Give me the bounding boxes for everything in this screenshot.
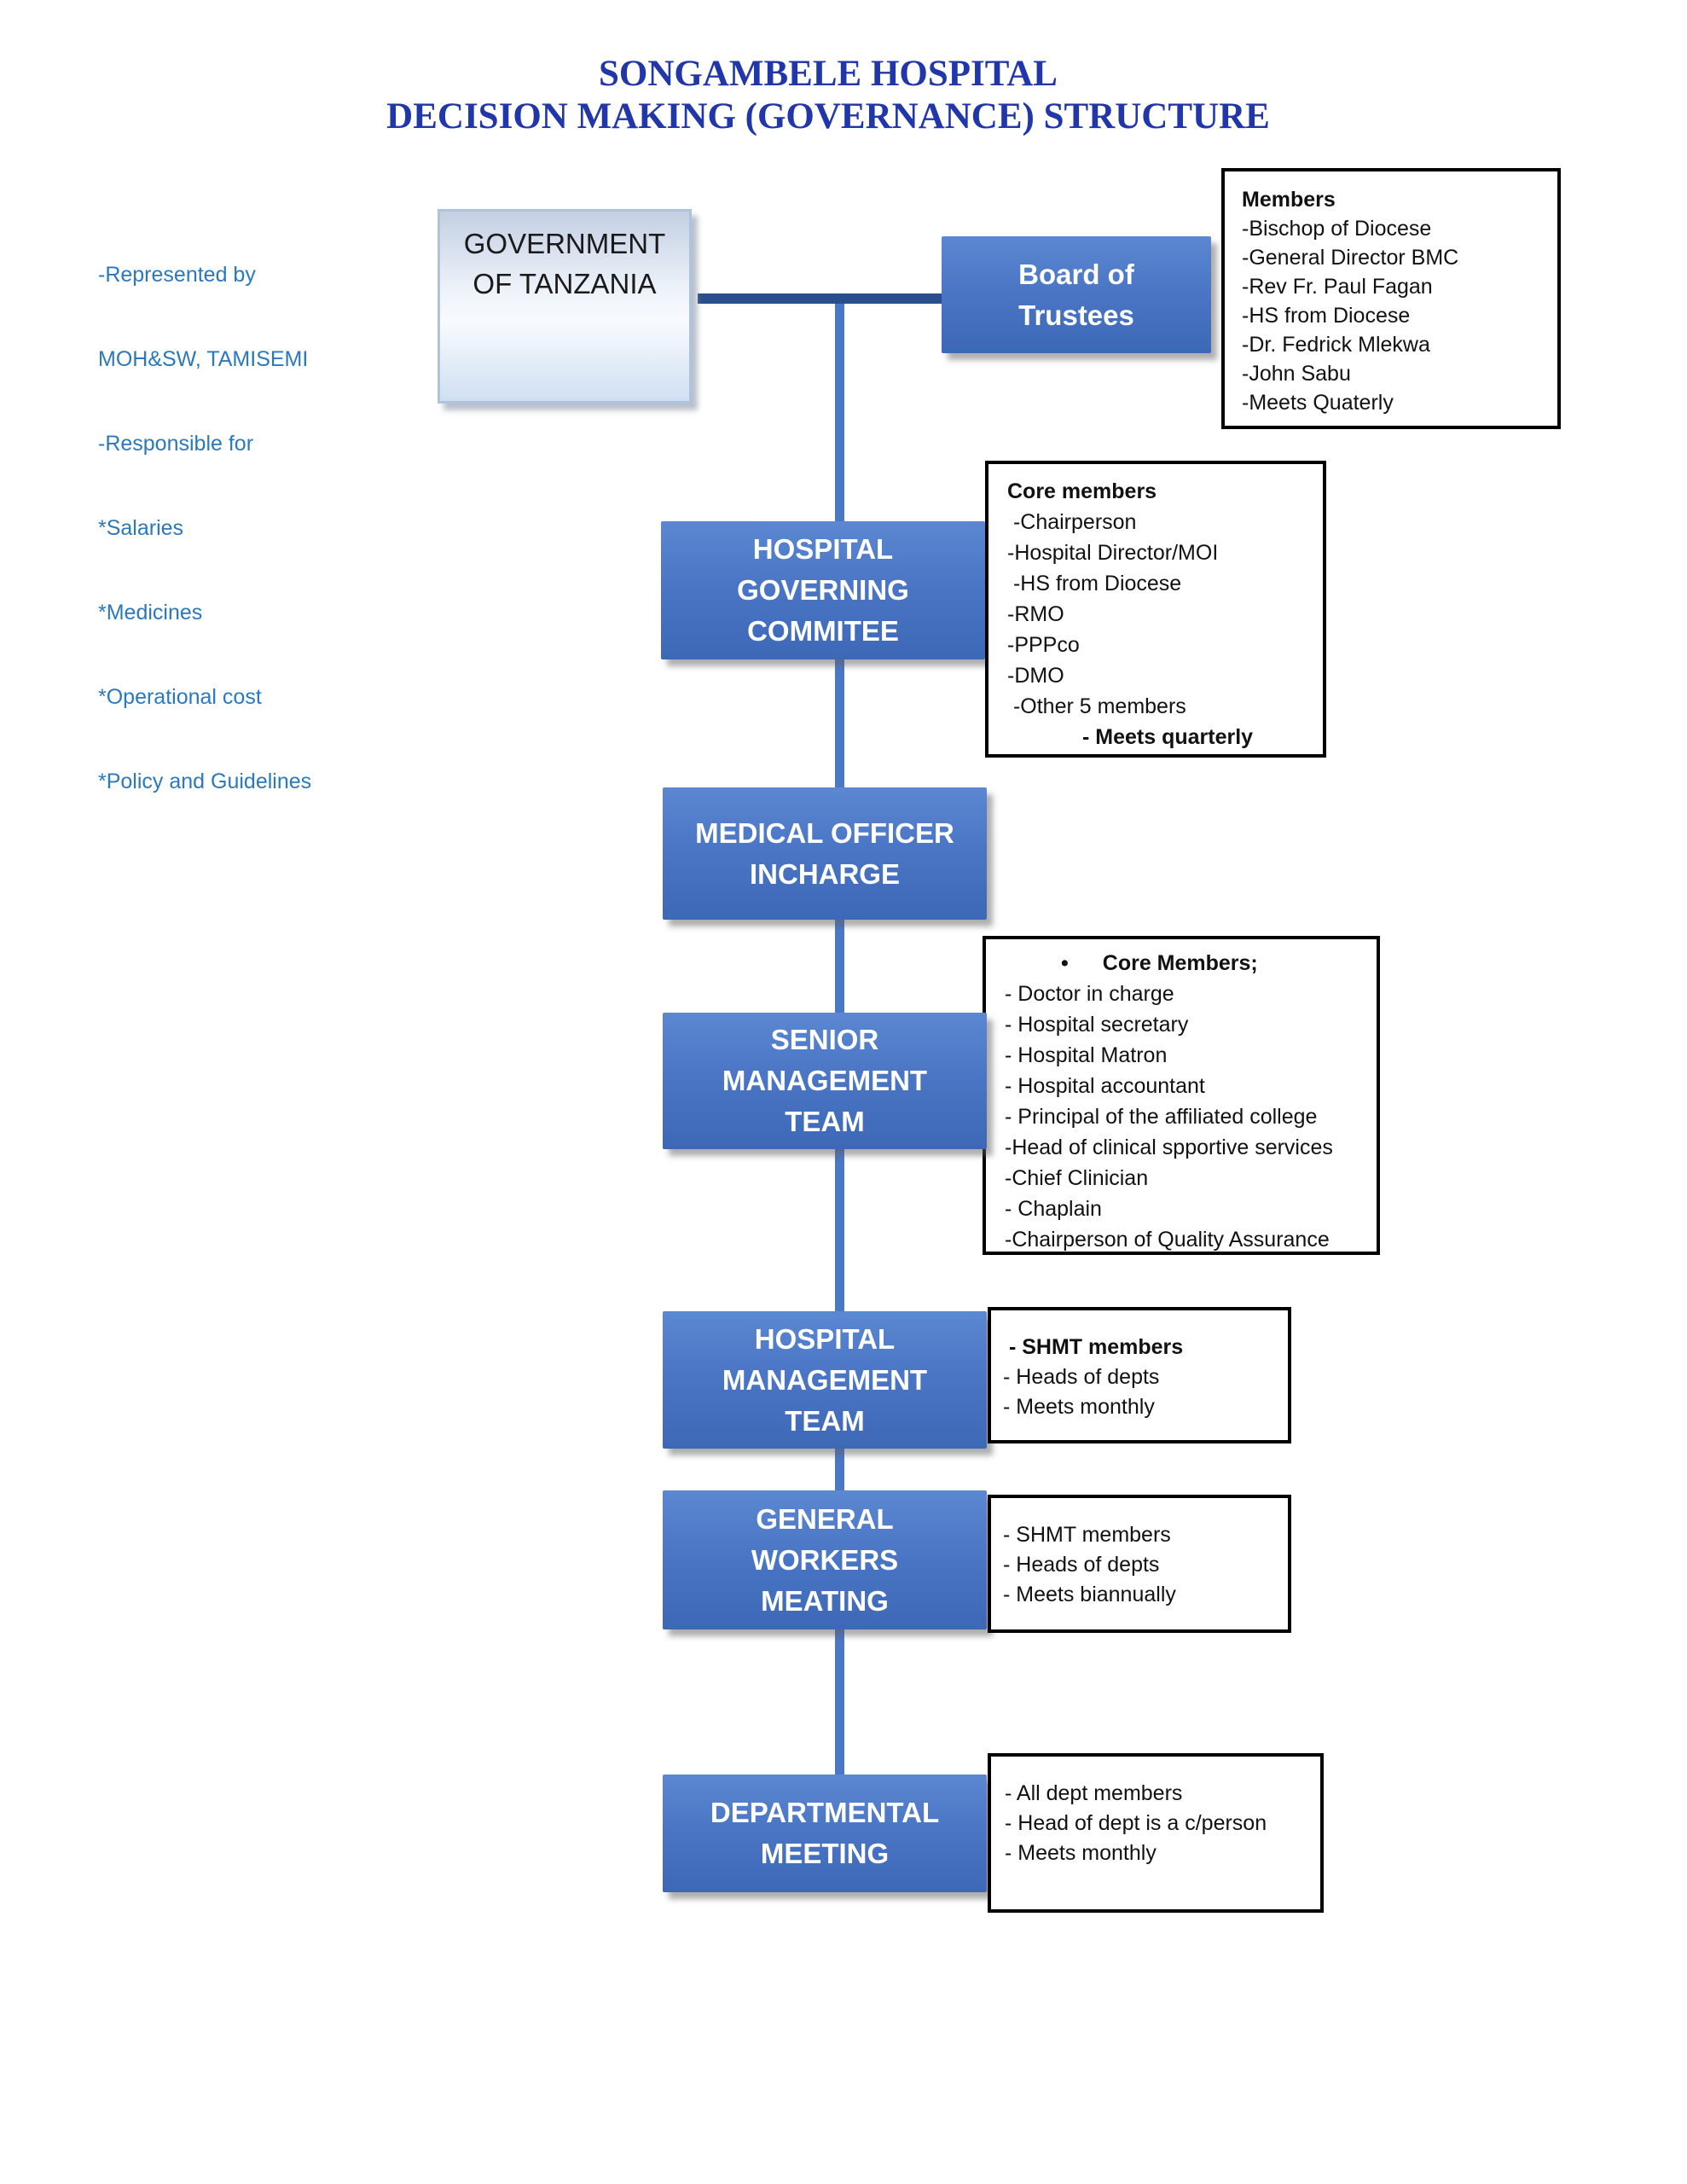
node-label-line: MEDICAL OFFICER: [695, 816, 954, 849]
note-line: -Represented by: [98, 263, 256, 287]
annotation-item: -General Director BMC: [1242, 246, 1459, 270]
annotation-title: Core members: [1007, 479, 1157, 503]
annotation-title: Members: [1242, 188, 1336, 212]
node-label-line: SENIOR: [770, 1024, 879, 1055]
note-line: *Operational cost: [98, 685, 262, 709]
annotation-item: - SHMT members: [1003, 1523, 1171, 1547]
annotation-item: -HS from Diocese: [1007, 572, 1182, 595]
node-label-line: INCHARGE: [749, 857, 900, 890]
annotation-dm-members: [988, 1753, 1324, 1913]
annotation-item: -Other 5 members: [1007, 694, 1186, 718]
annotation-item: - Doctor in charge: [1005, 982, 1174, 1006]
annotation-item: - Heads of depts: [1003, 1553, 1160, 1577]
node-label-line: HOSPITAL: [752, 533, 894, 565]
node-label-line: COMMITEE: [747, 615, 899, 647]
node-label-line: Board of: [1018, 258, 1134, 290]
node-label-line: GOVERNING: [737, 574, 909, 606]
annotation-footer: - Meets quarterly: [1082, 725, 1254, 749]
annotation-item: -Meets Quaterly: [1242, 391, 1394, 415]
annotation-item: - Meets biannually: [1003, 1583, 1176, 1606]
annotation-item: -PPPco: [1007, 633, 1080, 657]
annotation-item: - SHMT members: [1003, 1335, 1184, 1359]
note-line: -Responsible for: [98, 432, 254, 456]
annotation-item: -Bischop of Diocese: [1242, 217, 1432, 241]
note-line: *Policy and Guidelines: [98, 770, 312, 793]
annotation-item: - All dept members: [1005, 1781, 1183, 1805]
annotation-hmt-members: [988, 1307, 1291, 1443]
note-line: MOH&SW, TAMISEMI: [98, 347, 309, 371]
annotation-title-text: Core Members;: [1102, 951, 1258, 975]
annotation-item: -Hospital Director/MOI: [1007, 541, 1219, 565]
annotation-item: - Meets monthly: [1005, 1841, 1157, 1865]
node-senior-management-team: [663, 1013, 987, 1149]
node-label-line: TEAM: [785, 1404, 865, 1437]
page-title: [0, 53, 1672, 138]
annotation-item: - Meets monthly: [1003, 1395, 1155, 1419]
node-hospital-management-team: [663, 1311, 987, 1449]
annotation-item: - Chaplain: [1005, 1197, 1102, 1221]
annotation-gwm-members: [988, 1495, 1291, 1633]
node-label-line: OF TANZANIA: [472, 268, 657, 299]
node-label-line: DEPARTMENTAL: [710, 1797, 940, 1828]
annotation-item: -Chief Clinician: [1005, 1166, 1149, 1190]
node-label-line: GOVERNMENT: [463, 228, 666, 259]
node-general-workers-meeting: [663, 1490, 987, 1629]
note-line: *Salaries: [98, 516, 184, 540]
annotation-item: -DMO: [1007, 664, 1064, 688]
node-government-of-tanzania: [438, 209, 692, 404]
node-departmental-meeting: [663, 1774, 987, 1892]
node-label-line: HOSPITAL: [754, 1322, 896, 1355]
node-medical-officer-incharge: [663, 787, 987, 920]
node-label-line: MANAGEMENT: [722, 1065, 928, 1096]
bullet-icon: •: [1061, 951, 1069, 975]
node-label-line: GENERAL: [756, 1502, 894, 1535]
node-label-line: WORKERS: [751, 1543, 899, 1576]
annotation-item: -Chairperson: [1007, 510, 1137, 534]
page-title-line2: DECISION MAKING (GOVERNANCE) STRUCTURE: [386, 96, 1270, 136]
node-label-line: MANAGEMENT: [722, 1363, 928, 1396]
annotation-hgc-core-members: [985, 461, 1326, 758]
annotation-item: - Hospital accountant: [1005, 1074, 1205, 1098]
annotation-item: -John Sabu: [1242, 362, 1351, 386]
node-board-of-trustees: [942, 236, 1211, 353]
annotation-item: - Principal of the affiliated college: [1005, 1105, 1318, 1129]
node-hospital-governing-committee: [661, 521, 985, 659]
annotation-smt-core-members: [983, 936, 1380, 1255]
annotation-item: -Rev Fr. Paul Fagan: [1242, 275, 1433, 299]
annotation-item: -Head of clinical spportive services: [1005, 1136, 1333, 1159]
annotation-title: [1005, 948, 1370, 979]
annotation-item: -RMO: [1007, 602, 1064, 626]
annotation-item: -Dr. Fedrick Mlekwa: [1242, 333, 1430, 357]
annotation-item: - Hospital secretary: [1005, 1013, 1189, 1037]
node-label-line: MEETING: [760, 1838, 890, 1869]
node-label-line: MEATING: [761, 1584, 889, 1617]
page-title-line1: SONGAMBELE HOSPITAL: [598, 54, 1058, 94]
annotation-item: -Chairperson of Quality Assurance: [1005, 1228, 1330, 1252]
annotation-item: -HS from Diocese: [1242, 304, 1411, 328]
connector-government-board: [698, 293, 943, 304]
annotation-item: - Heads of depts: [1003, 1365, 1160, 1389]
node-label-line: Trustees: [1018, 299, 1134, 331]
note-line: *Medicines: [98, 601, 203, 624]
annotation-item: - Hospital Matron: [1005, 1043, 1168, 1067]
annotation-item: - Head of dept is a c/person: [1005, 1811, 1267, 1835]
node-label-line: TEAM: [785, 1106, 865, 1137]
government-note: [98, 205, 311, 852]
annotation-board-members: [1221, 168, 1561, 429]
